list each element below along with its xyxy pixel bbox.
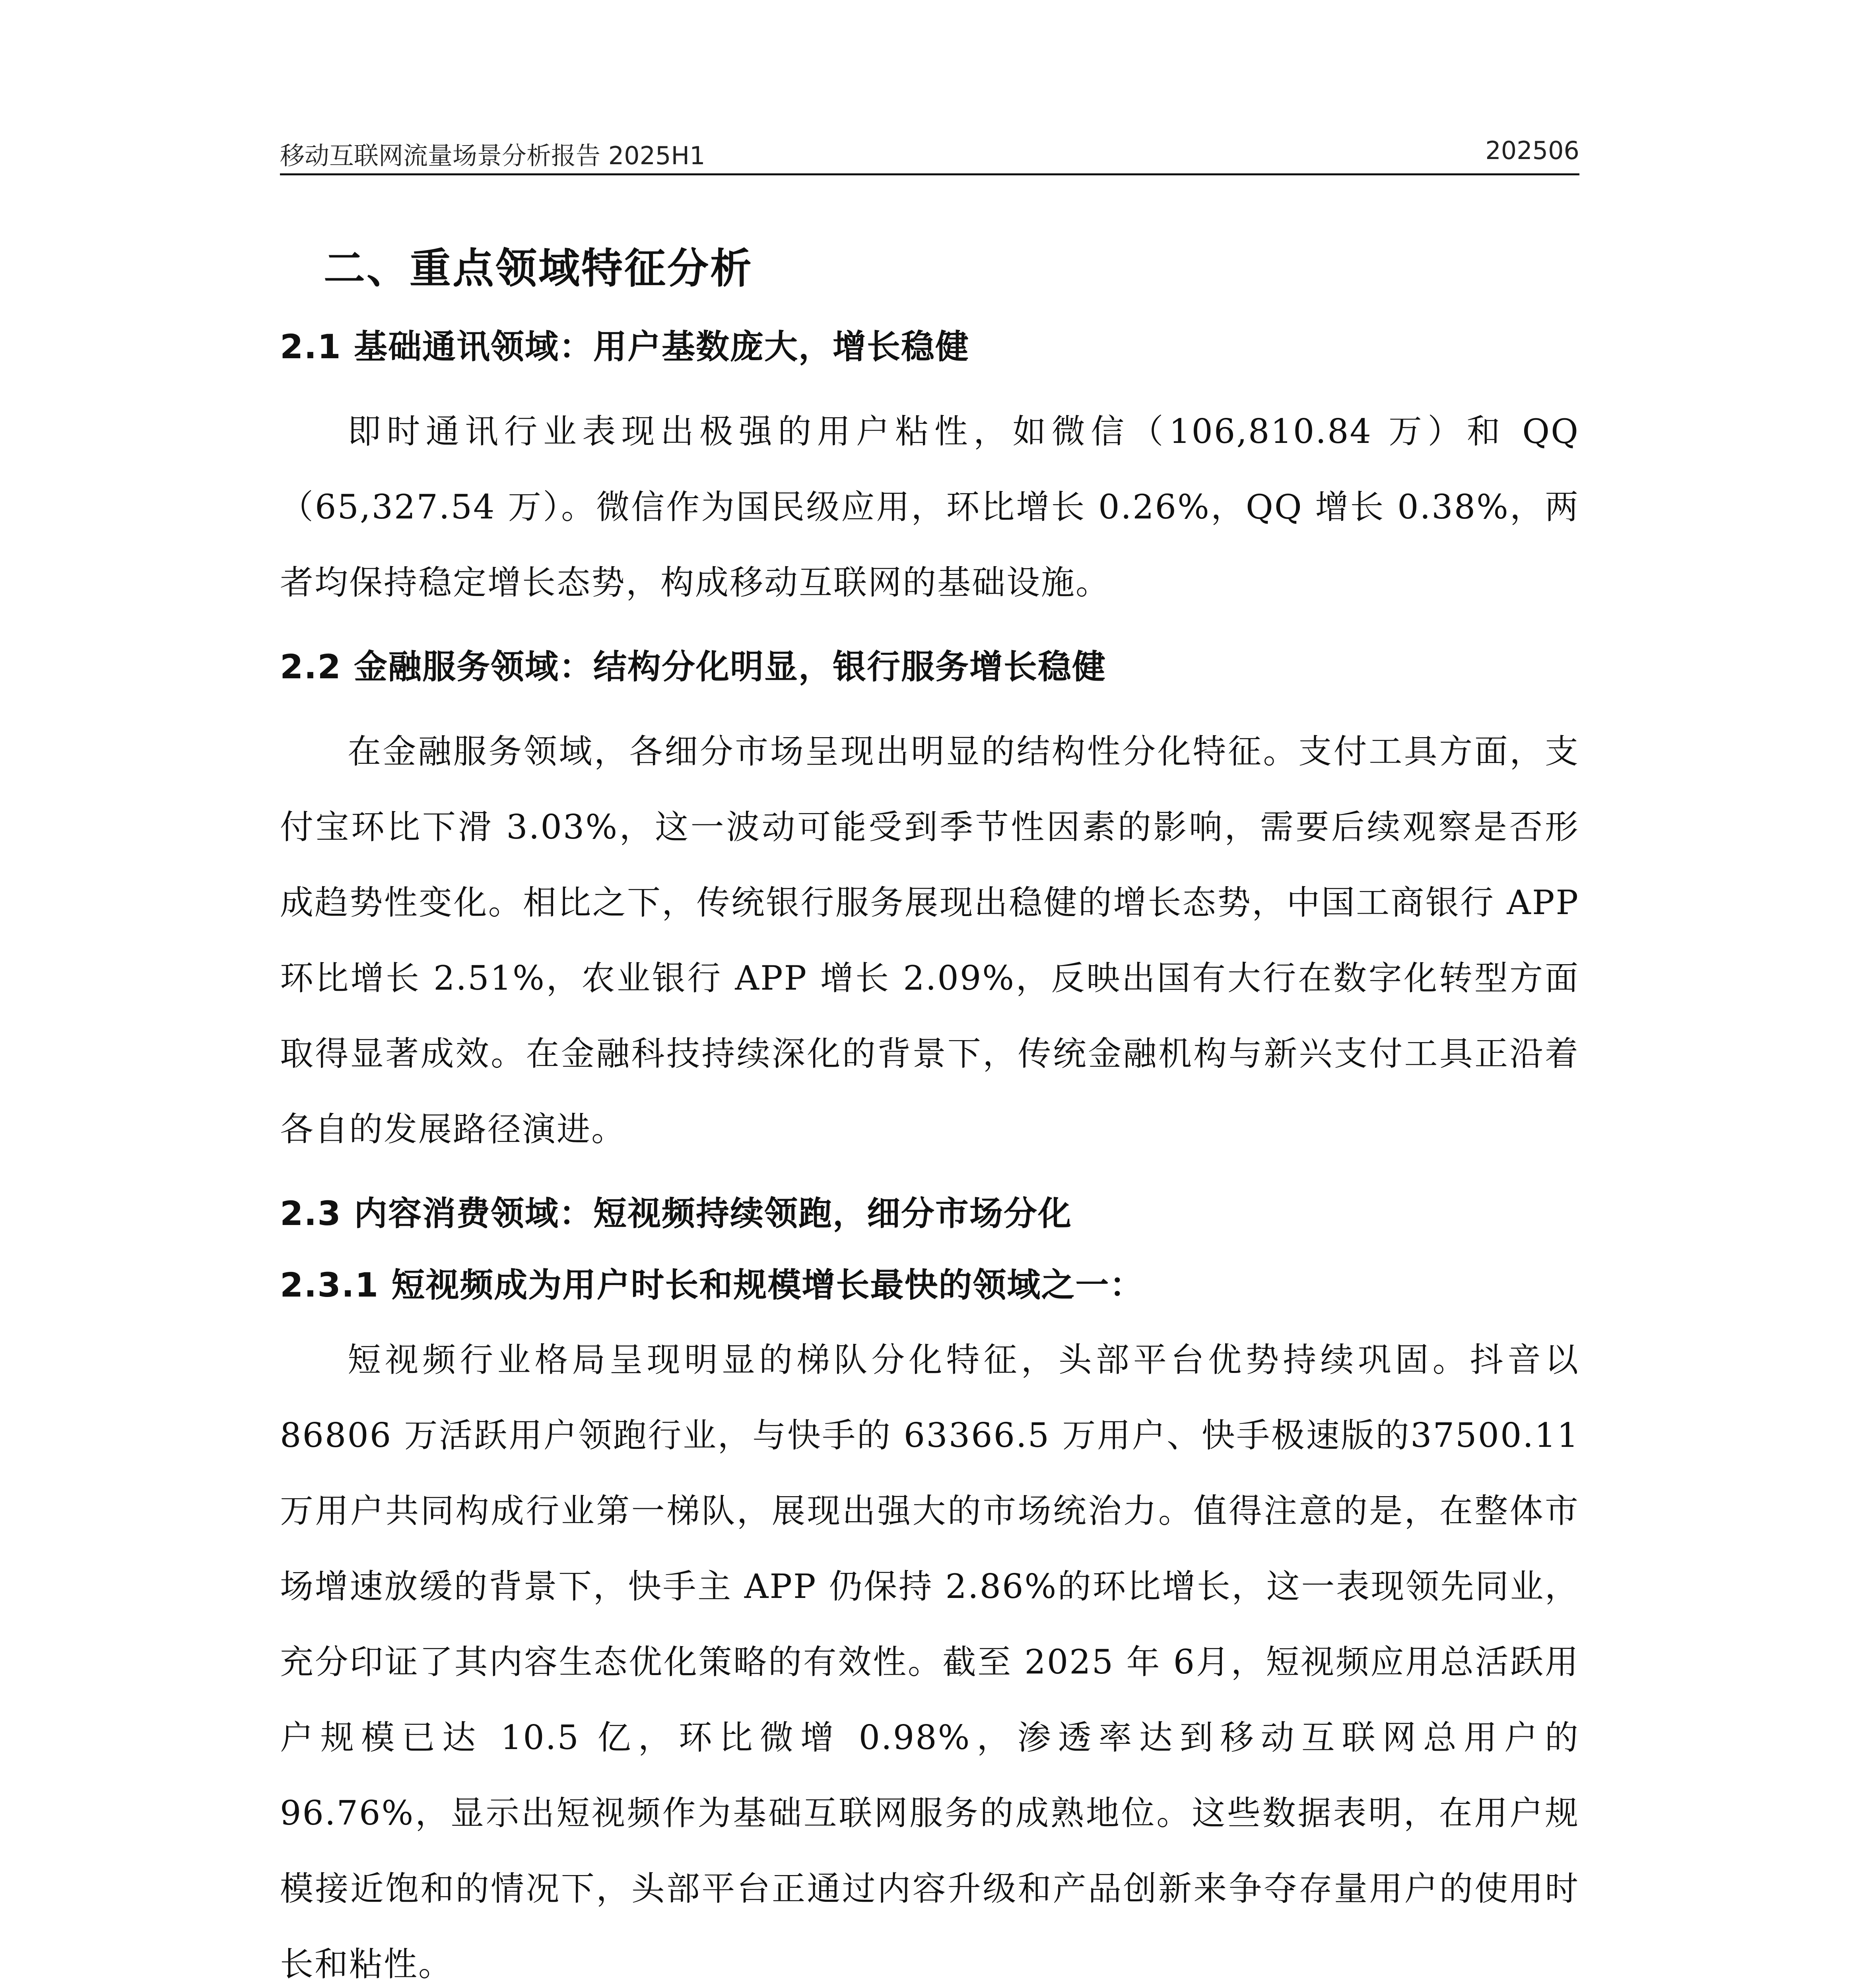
heading-2-3: 2.3 内容消费领域：短视频持续领跑，细分市场分化 bbox=[280, 1194, 1072, 1233]
section-title: 二、重点领域特征分析 bbox=[324, 244, 754, 293]
page-header bbox=[280, 131, 1579, 171]
heading-2-1: 2.1 基础通讯领域：用户基数庞大，增长稳健 bbox=[280, 327, 970, 366]
header-divider bbox=[280, 173, 1579, 175]
header-title: 移动互联网流量场景分析报告 2025H1 bbox=[280, 141, 705, 170]
heading-2-2: 2.2 金融服务领域：结构分化明显，银行服务增长稳健 bbox=[280, 647, 1107, 686]
heading-2-3-1: 2.3.1 短视频成为用户时长和规模增长最快的领域之一： bbox=[280, 1266, 1144, 1305]
paragraph-2-2: 在金融服务领域，各细分市场呈现出明显的结构性分化特征。支付工具方面，支付宝环比下滑 3.03%，这一波动可能受到季节性因素的影响，需要后续观察是否形成趋势性变化。相比之下，传统银行服务展现出稳健的增长态势，中国工商银行 APP 环比增长 2.51%，农业银行 APP 增长 2.09%，反映出国有大行在数字化转型方面取得显著成效。在金融科技持续深化的背景下，传统金融机构与新兴支付工具正沿着各自的发展路径演进。 bbox=[280, 732, 1579, 1149]
paragraph-2-1: 即时通讯行业表现出极强的用户粘性，如微信（106,810.84 万）和 QQ（65,327.54 万）。微信作为国民级应用，环比增长 0.26%，QQ 增长 0.38%，两者均保持稳定增长态势，构成移动互联网的基础设施。 bbox=[280, 412, 1579, 602]
header-date: 202506 bbox=[1485, 136, 1579, 165]
page-content bbox=[280, 215, 1579, 1988]
paragraph-2-3-1: 短视频行业格局呈现明显的梯队分化特征，头部平台优势持续巩固。抖音以 86806 万活跃用户领跑行业，与快手的 63366.5 万用户、快手极速版的37500.11 万用户共同构成行业第一梯队，展现出强大的市场统治力。值得注意的是，在整体市场增速放缓的背景下，快手主 APP 仍保持 2.86%的环比增长，这一表现领先同业，充分印证了其内容生态优化策略的有效性。截至 2025 年 6月，短视频应用总活跃用户规模已达 10.5 亿，环比微增 0.98%，渗透率达到移动互联网总用户的 96.76%，显示出短视频作为基础互联网服务的成熟地位。这些数据表明，在用户规模接近饱和的情况下，头部平台正通过内容升级和产品创新来争夺存量用户的使用时长和粘性。 bbox=[280, 1340, 1579, 1984]
